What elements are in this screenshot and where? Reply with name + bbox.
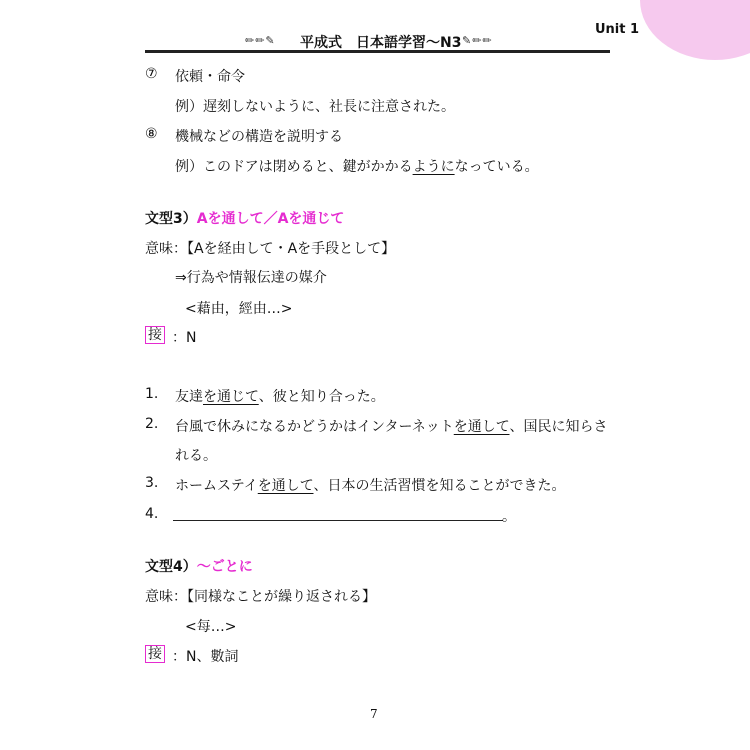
item-marker: ⑦	[145, 66, 158, 82]
header-rule	[145, 50, 610, 53]
sentence-number: 3.	[145, 475, 159, 491]
pattern-translation: <每…>	[185, 619, 237, 635]
fill-in-blank	[173, 520, 503, 521]
page-number: 7	[370, 707, 378, 721]
pencil-decoration-icon: ✏✏✎	[245, 34, 276, 47]
item-text: 依頼・命令	[175, 69, 245, 85]
pattern-heading: 文型3）Aを通して／Aを通じて	[145, 211, 345, 227]
sentence-number: 1.	[145, 386, 159, 402]
pattern-meaning: 意味：【Aを経由して・Aを手段として】	[145, 241, 396, 257]
sentence-number: 4.	[145, 506, 159, 522]
connection-rule: ：N、數詞	[172, 649, 239, 665]
item-example: 例）遅刻しないように、社長に注意された。	[175, 99, 455, 115]
pattern-translation: <藉由，經由…>	[185, 301, 293, 317]
pencil-decoration-icon: ✎✏✏	[462, 34, 493, 47]
example-sentence: ホームステイを通して、日本の生活習慣を知ることができた。	[175, 478, 566, 494]
connection-label: 接	[145, 645, 165, 663]
pattern-heading: 文型4）〜ごとに	[145, 559, 253, 575]
sentence-number: 2.	[145, 416, 159, 432]
blank-end-punctuation: 。	[502, 509, 516, 525]
connection-rule: ：N	[172, 330, 197, 346]
pattern-meaning: 意味：【同様なことが繰り返される】	[145, 589, 376, 605]
item-text: 機械などの構造を説明する	[175, 129, 343, 145]
unit-label: Unit 1	[595, 22, 640, 37]
example-sentence-continued: れる。	[175, 448, 217, 464]
item-marker: ⑧	[145, 126, 158, 142]
connection-label: 接	[145, 326, 165, 344]
item-example: 例）このドアは閉めると、鍵がかかるようになっている。	[175, 159, 539, 175]
example-sentence: 台風で休みになるかどうかはインターネットを通して、国民に知らさ	[175, 419, 608, 435]
corner-tab	[640, 0, 750, 60]
example-sentence: 友達を通じて、彼と知り合った。	[175, 389, 385, 405]
pattern-extra: ⇒行為や情報伝達の媒介	[175, 270, 327, 286]
page-header-title: 平成式 日本語学習〜N3	[300, 35, 462, 51]
